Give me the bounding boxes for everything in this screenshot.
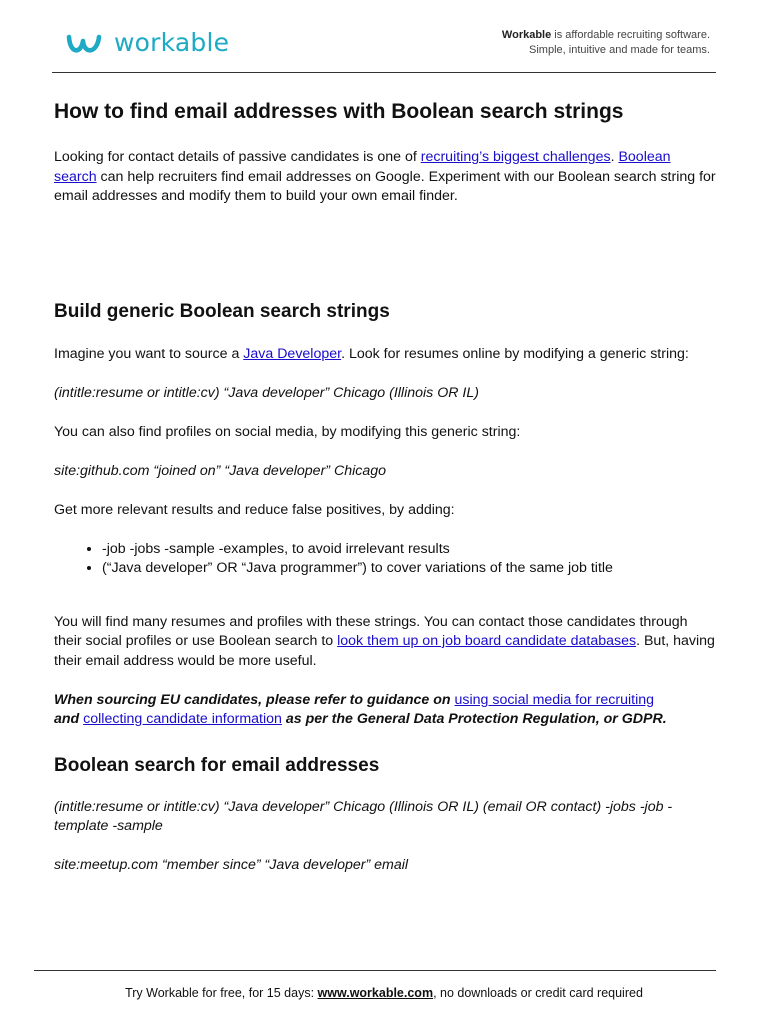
workable-site-link[interactable]: www.workable.com: [317, 986, 434, 1000]
tagline-brand: Workable: [501, 29, 552, 41]
p1-text-2: . Look for resumes online by modifying a generic string:: [341, 345, 689, 362]
tagline-line2: Simple, intuitive and made for teams.: [529, 44, 710, 56]
footer-text-1: Try Workable for free, for 15 days:: [125, 986, 318, 1000]
gdpr-notice: [54, 691, 716, 730]
p4-text-1: You will find many resumes and profiles with these strings. You can contact those candidates through their social profiles or use Boolean search to: [54, 613, 688, 649]
tagline: [502, 28, 710, 58]
search-string-github: site:github.com “joined on” “Java developer” Chicago: [54, 462, 387, 479]
list-item: • (“Java developer” OR “Java programmer”) to cover variations of the same job title: [102, 559, 716, 579]
job-board-databases-link[interactable]: look them up on job board candidate databases: [337, 633, 637, 649]
intro-text-1: Looking for contact details of passive candidates is one of: [54, 149, 421, 165]
search-string-email: (intitle:resume or intitle:cv) “Java developer” Chicago (Illinois OR IL) (email OR contact) -jobs -job -template -sample: [54, 798, 673, 834]
list-item: • -job -jobs -sample -examples, to avoid irrelevant results: [102, 540, 716, 560]
section-heading-generic-strings: Build generic Boolean search strings: [54, 300, 390, 322]
section-heading-email-search: Boolean search for email addresses: [54, 754, 380, 776]
page-title: How to find email addresses with Boolean search strings: [54, 100, 624, 123]
workable-logo[interactable]: [66, 28, 229, 58]
intro-paragraph: [54, 148, 716, 207]
gdpr-text-1: When sourcing EU candidates, please refer to guidance on: [54, 691, 455, 708]
page-header: [54, 26, 714, 72]
java-developer-link[interactable]: Java Developer: [243, 345, 342, 362]
intro-text-2: .: [610, 149, 619, 165]
page-footer: [0, 986, 768, 1000]
gdpr-text-3: as per the General Data Protection Regulation, or GDPR.: [281, 711, 667, 727]
java-developer-paragraph: [54, 345, 716, 365]
footer-divider: [34, 970, 716, 971]
brand-name: workable: [114, 28, 230, 57]
refinement-list: [54, 540, 716, 579]
footer-text-2: , no downloads or credit card required: [433, 986, 643, 1000]
boolean-search-link[interactable]: Boolean search: [54, 149, 671, 185]
p1-text-1: Imagine you want to source a: [54, 345, 244, 362]
social-media-recruiting-link[interactable]: using social media for recruiting: [454, 691, 655, 708]
contact-candidates-paragraph: [54, 613, 716, 672]
intro-text-3: can help recruiters find email addresses on Google. Experiment with our Boolean search string for email addresses and modify them to build your own email finder.: [54, 168, 716, 204]
recruiting-challenges-link[interactable]: recruiting’s biggest challenges: [420, 149, 611, 165]
p4-text-2: . But, having their email address would be more useful.: [54, 633, 715, 669]
social-media-paragraph: You can also find profiles on social media, by modifying this generic string:: [54, 423, 521, 440]
gdpr-text-2: and: [54, 711, 84, 727]
search-string-resume: (intitle:resume or intitle:cv) “Java developer” Chicago (Illinois OR IL): [54, 384, 479, 401]
document-body: [54, 96, 716, 876]
tagline-line1: is affordable recruiting software.: [551, 29, 710, 41]
workable-wave-logo-icon: [66, 28, 106, 58]
header-divider: [52, 72, 716, 73]
collecting-candidate-info-link[interactable]: collecting candidate information: [83, 711, 282, 727]
relevant-results-paragraph: Get more relevant results and reduce false positives, by adding:: [54, 501, 455, 518]
search-string-meetup: site:meetup.com “member since” “Java developer” email: [54, 857, 409, 873]
